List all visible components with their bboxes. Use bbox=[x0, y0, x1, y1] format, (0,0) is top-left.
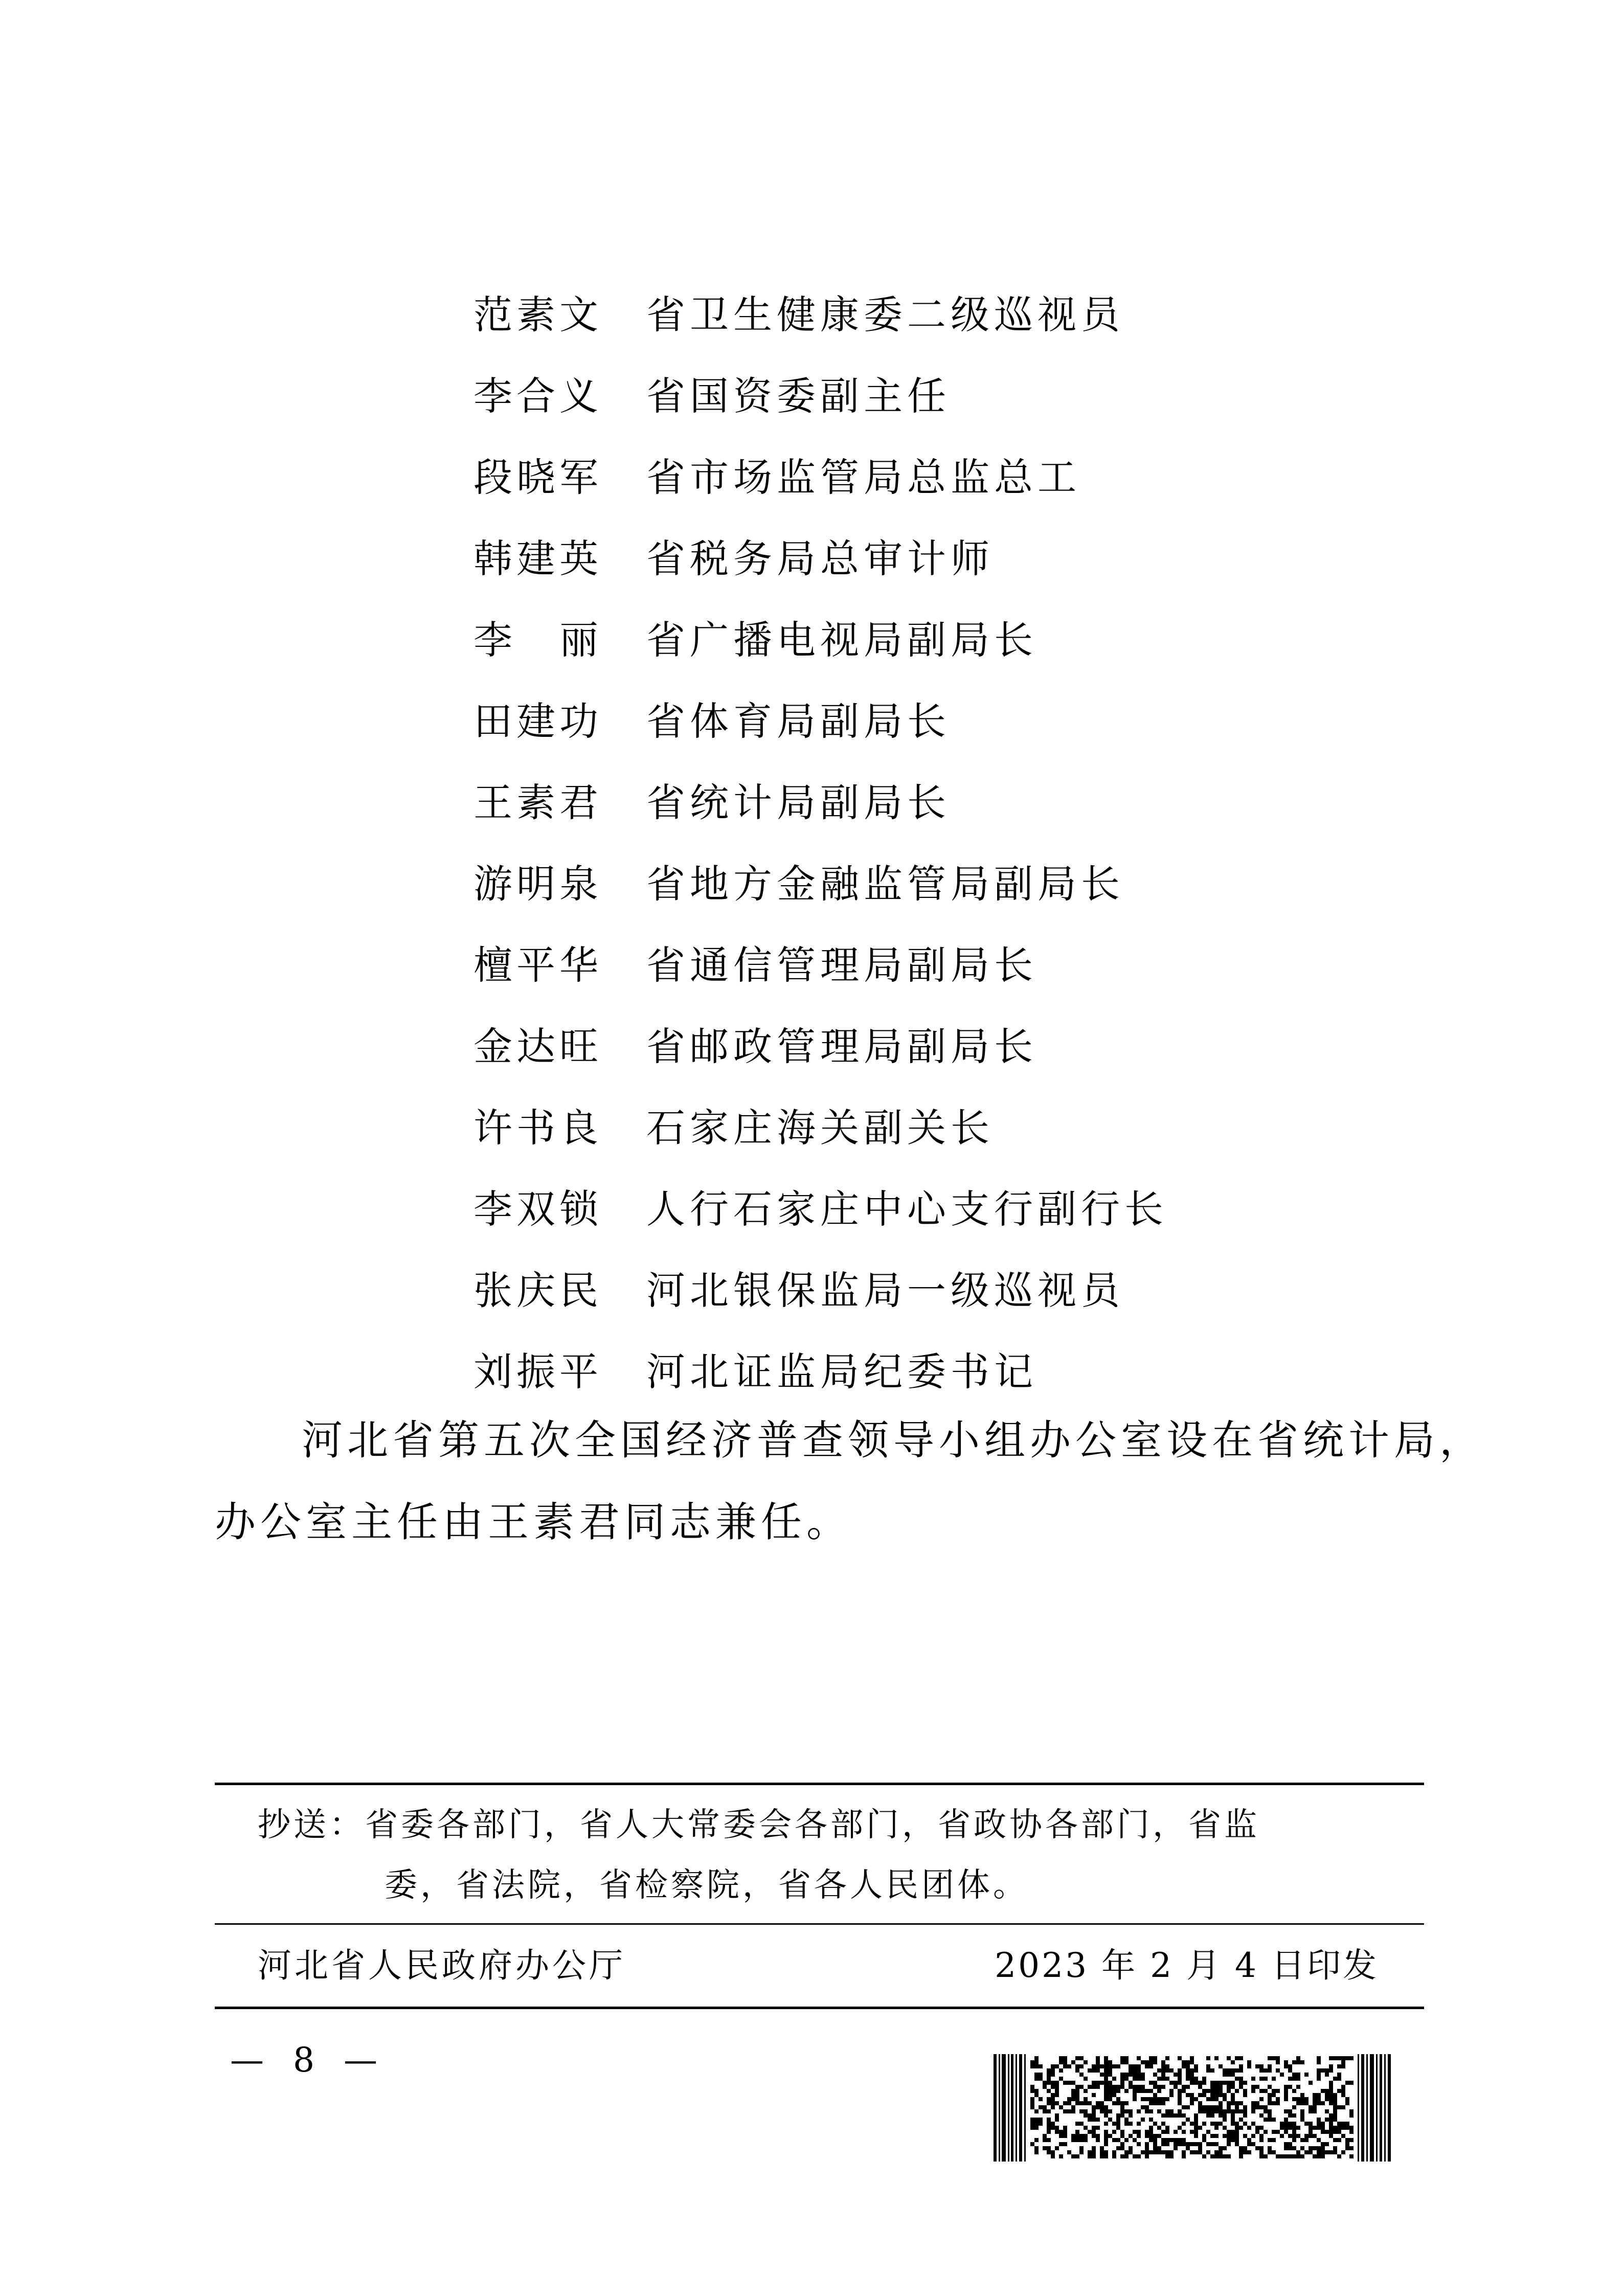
member-name-char: 英 bbox=[559, 536, 598, 581]
member-name-char: 泉 bbox=[559, 861, 598, 907]
issuing-office: 河北省人民政府办公厅 bbox=[258, 1946, 626, 1985]
member-name bbox=[473, 1097, 598, 1153]
footer-rule-bottom bbox=[215, 2007, 1424, 2009]
member-row bbox=[473, 271, 1168, 352]
member-row bbox=[473, 352, 1168, 434]
member-name bbox=[473, 446, 598, 502]
member-row bbox=[473, 1247, 1168, 1328]
member-name-char: 田 bbox=[473, 699, 512, 744]
member-name bbox=[473, 1178, 598, 1234]
member-name-char: 段 bbox=[473, 455, 512, 500]
office-paragraph bbox=[215, 1400, 1485, 1563]
member-row bbox=[473, 1084, 1168, 1165]
member-name bbox=[473, 1259, 598, 1315]
member-title: 省统计局副局长 bbox=[646, 780, 951, 825]
member-row bbox=[473, 921, 1168, 1003]
member-name-char: 庆 bbox=[516, 1268, 555, 1313]
cc-line-2: 委，省法院，省检察院，省各人民团体。 bbox=[385, 1866, 1029, 1904]
member-name-char: 韩 bbox=[473, 536, 512, 581]
member-title: 省卫生健康委二级巡视员 bbox=[646, 292, 1124, 337]
member-name-char: 双 bbox=[516, 1186, 555, 1232]
member-name bbox=[473, 853, 598, 909]
member-title: 石家庄海关副关长 bbox=[646, 1105, 994, 1151]
member-name bbox=[473, 772, 598, 827]
member-name-char: 军 bbox=[559, 455, 598, 500]
member-name-char: 檀 bbox=[473, 942, 512, 988]
member-name-char: 民 bbox=[559, 1268, 598, 1313]
member-name-char: 书 bbox=[516, 1105, 555, 1151]
member-name-char: 范 bbox=[473, 292, 512, 337]
member-title: 省体育局副局长 bbox=[646, 699, 951, 744]
office-paragraph-line-2: 办公室主任由王素君同志兼任。 bbox=[215, 1498, 852, 1546]
issue-date: 2023 年 2 月 4 日印发 bbox=[995, 1946, 1379, 1985]
member-name-char: 张 bbox=[473, 1268, 512, 1313]
member-name bbox=[473, 1016, 598, 1071]
member-name-char: 许 bbox=[473, 1105, 512, 1151]
member-row bbox=[473, 1328, 1168, 1409]
member-row bbox=[473, 434, 1168, 515]
member-row bbox=[473, 515, 1168, 596]
document-barcode bbox=[994, 2054, 1392, 2162]
member-name-char: 游 bbox=[473, 861, 512, 907]
member-name bbox=[473, 365, 598, 421]
member-row bbox=[473, 678, 1168, 759]
member-name-char: 建 bbox=[516, 536, 555, 581]
member-name-char: 金 bbox=[473, 1024, 512, 1069]
member-row bbox=[473, 840, 1168, 921]
member-name bbox=[473, 284, 598, 340]
member-name bbox=[473, 609, 598, 665]
member-title: 省通信管理局副局长 bbox=[646, 942, 1037, 988]
member-name-char: 合 bbox=[516, 373, 555, 419]
member-name bbox=[473, 1341, 598, 1397]
member-name-char: 良 bbox=[559, 1105, 598, 1151]
member-name-char: 刘 bbox=[473, 1349, 512, 1394]
member-name-char: 振 bbox=[516, 1349, 555, 1394]
member-row bbox=[473, 759, 1168, 840]
member-name bbox=[473, 690, 598, 746]
member-name-char: 文 bbox=[559, 292, 598, 337]
member-name-char: 素 bbox=[516, 780, 555, 825]
member-title: 河北银保监局一级巡视员 bbox=[646, 1268, 1124, 1313]
member-name-char: 旺 bbox=[559, 1024, 598, 1069]
member-name-char: 平 bbox=[516, 942, 555, 988]
member-name-char: 义 bbox=[559, 373, 598, 419]
member-name-char: 建 bbox=[516, 699, 555, 744]
member-title: 省广播电视局副局长 bbox=[646, 617, 1037, 663]
member-title: 人行石家庄中心支行副行长 bbox=[646, 1186, 1168, 1232]
member-title: 省地方金融监管局副局长 bbox=[646, 861, 1124, 907]
member-title: 省市场监管局总监总工 bbox=[646, 455, 1081, 500]
member-name-char: 华 bbox=[559, 942, 598, 988]
member-title: 省税务局总审计师 bbox=[646, 536, 994, 581]
member-name bbox=[473, 934, 598, 990]
member-name-char: 王 bbox=[473, 780, 512, 825]
footer-rule-middle bbox=[215, 1923, 1424, 1925]
member-row bbox=[473, 596, 1168, 678]
member-title: 河北证监局纪委书记 bbox=[646, 1349, 1037, 1394]
member-list bbox=[473, 271, 1168, 1409]
member-name-char: 平 bbox=[559, 1349, 598, 1394]
member-row bbox=[473, 1003, 1168, 1084]
office-paragraph-line-1: 河北省第五次全国经济普查领导小组办公室设在省统计局， bbox=[302, 1416, 1485, 1464]
member-title: 省国资委副主任 bbox=[646, 373, 951, 419]
member-name-char: 达 bbox=[516, 1024, 555, 1069]
member-name-char: 丽 bbox=[559, 617, 598, 663]
footer-rule-top bbox=[215, 1783, 1424, 1785]
cc-block bbox=[258, 1795, 1418, 1916]
page-number: — 8 — bbox=[230, 2040, 387, 2080]
member-name-char: 素 bbox=[516, 292, 555, 337]
member-title: 省邮政管理局副局长 bbox=[646, 1024, 1037, 1069]
member-name-char: 功 bbox=[559, 699, 598, 744]
member-name-char: 明 bbox=[516, 861, 555, 907]
member-row bbox=[473, 1165, 1168, 1247]
cc-line-1: 抄送：省委各部门，省人大常委会各部门，省政协各部门，省监 bbox=[258, 1806, 1260, 1844]
member-name-char: 君 bbox=[559, 780, 598, 825]
member-name-char: 李 bbox=[473, 1186, 512, 1232]
member-name-char: 锁 bbox=[559, 1186, 598, 1232]
member-name-char: 李 bbox=[473, 617, 512, 663]
member-name bbox=[473, 528, 598, 583]
member-name-char: 李 bbox=[473, 373, 512, 419]
member-name-char: 晓 bbox=[516, 455, 555, 500]
